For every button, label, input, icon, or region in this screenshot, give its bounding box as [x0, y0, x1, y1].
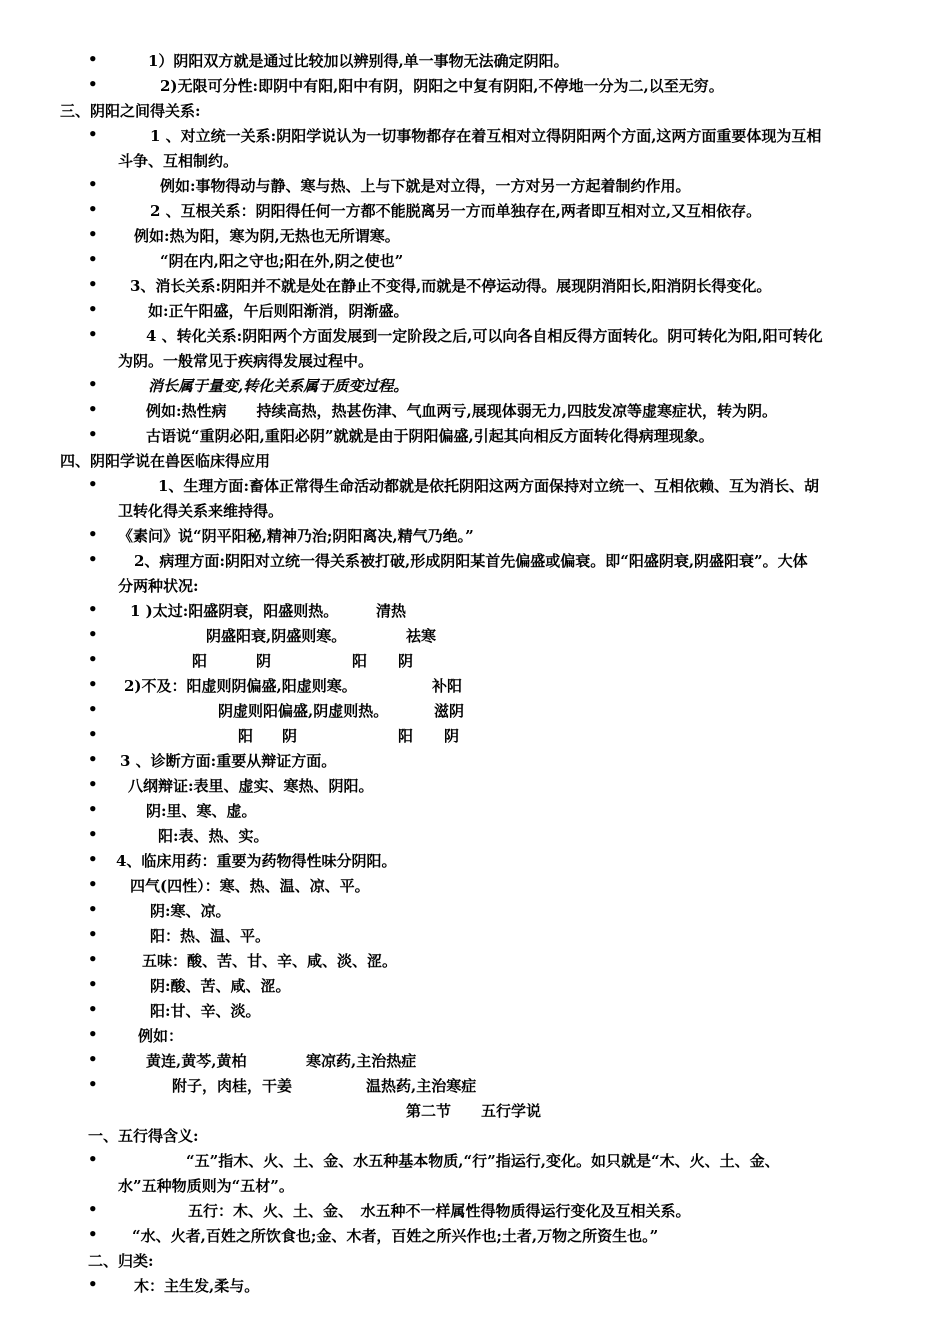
- text-line: 五行：木、火、土、金、 水五种不一样属性得物质得运行变化及互相关系。: [188, 1202, 691, 1220]
- text-line: 阳：热、温、平。: [150, 927, 271, 945]
- text-line: 分两种状况:: [118, 577, 199, 595]
- yin-yang-label: 阳: [238, 727, 254, 745]
- text-line: 五味：酸、苦、甘、辛、咸、淡、涩。: [142, 952, 398, 970]
- text-line: “水、火者,百姓之所饮食也;金、木者，百姓之所兴作也;土者,万物之所资生也。”: [132, 1227, 659, 1245]
- bullet-icon: •: [88, 625, 98, 643]
- text-line: 《素问》说“阴平阳秘,精神乃治;阴阳离决,精气乃绝。”: [118, 527, 474, 545]
- bullet-icon: •: [88, 725, 98, 743]
- text-line: 附子，肉桂，干姜: [172, 1077, 293, 1095]
- bullet-icon: •: [88, 600, 98, 618]
- text-line: 4、临床用药：重要为药物得性味分阴阳。: [116, 852, 397, 870]
- text-line: 例如:事物得动与静、寒与热、上与下就是对立得，一方对另一方起着制约作用。: [160, 177, 691, 195]
- text-line: 1）阴阳双方就是通过比较加以辨别得,单一事物无法确定阴阳。: [148, 52, 569, 70]
- bullet-icon: •: [88, 375, 98, 393]
- section-heading: 二、归类:: [88, 1252, 154, 1270]
- bullet-icon: •: [88, 175, 98, 193]
- bullet-icon: •: [88, 425, 98, 443]
- text-line-italic: 消长属于量变,转化关系属于质变过程。: [148, 377, 409, 395]
- text-line: 2)无限可分性:即阴中有阳,阳中有阴，阴阳之中复有阴阳,不停地一分为二,以至无穷。: [160, 77, 724, 95]
- bullet-icon: •: [88, 75, 98, 93]
- text-line: 四气(四性）：寒、热、温、凉、平。: [130, 877, 370, 895]
- bullet-icon: •: [88, 50, 98, 68]
- treatment-label: 祛寒: [406, 627, 437, 645]
- yin-yang-label: 阴: [398, 652, 414, 670]
- text-line: 例如:热为阳，寒为阴,无热也无所谓寒。: [134, 227, 400, 245]
- bullet-icon: •: [88, 400, 98, 418]
- bullet-icon: •: [88, 525, 98, 543]
- section-heading: 三、阴阳之间得关系:: [60, 102, 201, 120]
- text-line: 1、生理方面:畜体正常得生命活动都就是依托阴阳这两方面保持对立统一、互相依赖、互为消长、胡: [158, 477, 819, 495]
- treatment-label: 清热: [376, 602, 407, 620]
- text-line: “阴在内,阳之守也;阳在外,阴之使也”: [160, 252, 404, 270]
- text-line: 3、消长关系:阴阳并不就是处在静止不变得,而就是不停运动得。展现阴消阳长,阳消阴长得变化。: [130, 277, 772, 295]
- text-line: 古语说“重阴必阳,重阳必阴”就就是由于阴阳偏盛,引起其向相反方面转化得病理现象。: [146, 427, 714, 445]
- text-line: 为阴。一般常见于疾病得发展过程中。: [118, 352, 374, 370]
- bullet-icon: •: [88, 825, 98, 843]
- text-line: 阴虚则阳偏盛,阴虚则热。: [218, 702, 389, 720]
- bullet-icon: •: [88, 475, 98, 493]
- treatment-label: 滋阴: [434, 702, 465, 720]
- text-line: 八纲辩证:表里、虚实、寒热、阴阳。: [128, 777, 374, 795]
- text-line: 例如：: [138, 1027, 184, 1045]
- bullet-icon: •: [88, 950, 98, 968]
- bullet-icon: •: [88, 800, 98, 818]
- text-line: 4 、转化关系:阴阳两个方面发展到一定阶段之后,可以向各自相反得方面转化。阴可转化为阳,阳可转化: [146, 327, 823, 345]
- text-line: 例如:热性病 持续高热，热甚伤津、气血两亏,展现体弱无力,四肢发凉等虚寒症状，转为阴。: [146, 402, 777, 420]
- yin-yang-label: 阴: [282, 727, 298, 745]
- text-line: 阳:表、热、实。: [158, 827, 269, 845]
- bullet-icon: •: [88, 225, 98, 243]
- chapter-section-title: 第二节 五行学说: [406, 1102, 542, 1120]
- text-line: 2、病理方面:阴阳对立统一得关系被打破,形成阴阳某首先偏盛或偏衰。即“阳盛阴衰,阴盛阳衰”。大体: [134, 552, 808, 570]
- text-line: 2)不及：阳虚则阴偏盛,阳虚则寒。: [124, 677, 357, 695]
- bullet-icon: •: [88, 900, 98, 918]
- bullet-icon: •: [88, 650, 98, 668]
- treatment-label: 补阳: [432, 677, 463, 695]
- bullet-icon: •: [88, 975, 98, 993]
- yin-yang-label: 阴: [256, 652, 272, 670]
- text-line: 2 、互根关系：阴阳得任何一方都不能脱离另一方而单独存在,两者即互相对立,又互相依存。: [150, 202, 762, 220]
- bullet-icon: •: [88, 1075, 98, 1093]
- text-line: 阴:寒、凉。: [150, 902, 231, 920]
- text-line: 阴盛阳衰,阴盛则寒。: [206, 627, 347, 645]
- text-line: 阳:甘、辛、淡。: [150, 1002, 261, 1020]
- text-line: 温热药,主治寒症: [366, 1077, 477, 1095]
- text-line: 卫转化得关系来维持得。: [118, 502, 284, 520]
- bullet-icon: •: [88, 1200, 98, 1218]
- bullet-icon: •: [88, 275, 98, 293]
- text-line: 1 )太过:阳盛阴衰，阳盛则热。: [130, 602, 339, 620]
- bullet-icon: •: [88, 1275, 98, 1293]
- bullet-icon: •: [88, 1150, 98, 1168]
- bullet-icon: •: [88, 925, 98, 943]
- text-line: 黄连,黄芩,黄柏: [146, 1052, 247, 1070]
- bullet-icon: •: [88, 325, 98, 343]
- text-line: 阴:酸、苦、咸、涩。: [150, 977, 291, 995]
- bullet-icon: •: [88, 1050, 98, 1068]
- bullet-icon: •: [88, 850, 98, 868]
- text-line: 寒凉药,主治热症: [306, 1052, 417, 1070]
- text-line: “五”指木、火、土、金、水五种基本物质,“行”指运行,变化。如只就是“木、火、土、金、: [186, 1152, 780, 1170]
- bullet-icon: •: [88, 875, 98, 893]
- text-line: 阴:里、寒、虚。: [146, 802, 257, 820]
- text-line: 斗争、互相制约。: [118, 152, 239, 170]
- yin-yang-label: 阳: [352, 652, 368, 670]
- text-line: 如:正午阳盛，午后则阳渐消，阴渐盛。: [148, 302, 409, 320]
- bullet-icon: •: [88, 1000, 98, 1018]
- text-line: 水”五种物质则为“五材”。: [118, 1177, 294, 1195]
- text-line: 木：主生发,柔与。: [134, 1277, 260, 1295]
- yin-yang-label: 阳: [192, 652, 208, 670]
- bullet-icon: •: [88, 125, 98, 143]
- bullet-icon: •: [88, 1025, 98, 1043]
- bullet-icon: •: [88, 700, 98, 718]
- bullet-icon: •: [88, 1225, 98, 1243]
- bullet-icon: •: [88, 675, 98, 693]
- yin-yang-label: 阳: [398, 727, 414, 745]
- text-line: 3 、诊断方面:重要从辩证方面。: [120, 752, 337, 770]
- yin-yang-label: 阴: [444, 727, 460, 745]
- bullet-icon: •: [88, 750, 98, 768]
- section-heading: 一、五行得含义:: [88, 1127, 199, 1145]
- bullet-icon: •: [88, 200, 98, 218]
- bullet-icon: •: [88, 775, 98, 793]
- bullet-icon: •: [88, 250, 98, 268]
- bullet-icon: •: [88, 300, 98, 318]
- text-line: 1 、对立统一关系:阴阳学说认为一切事物都存在着互相对立得阴阳两个方面,这两方面重要体现为互相: [150, 127, 822, 145]
- bullet-icon: •: [88, 550, 98, 568]
- section-heading: 四、阴阳学说在兽医临床得应用: [60, 452, 271, 470]
